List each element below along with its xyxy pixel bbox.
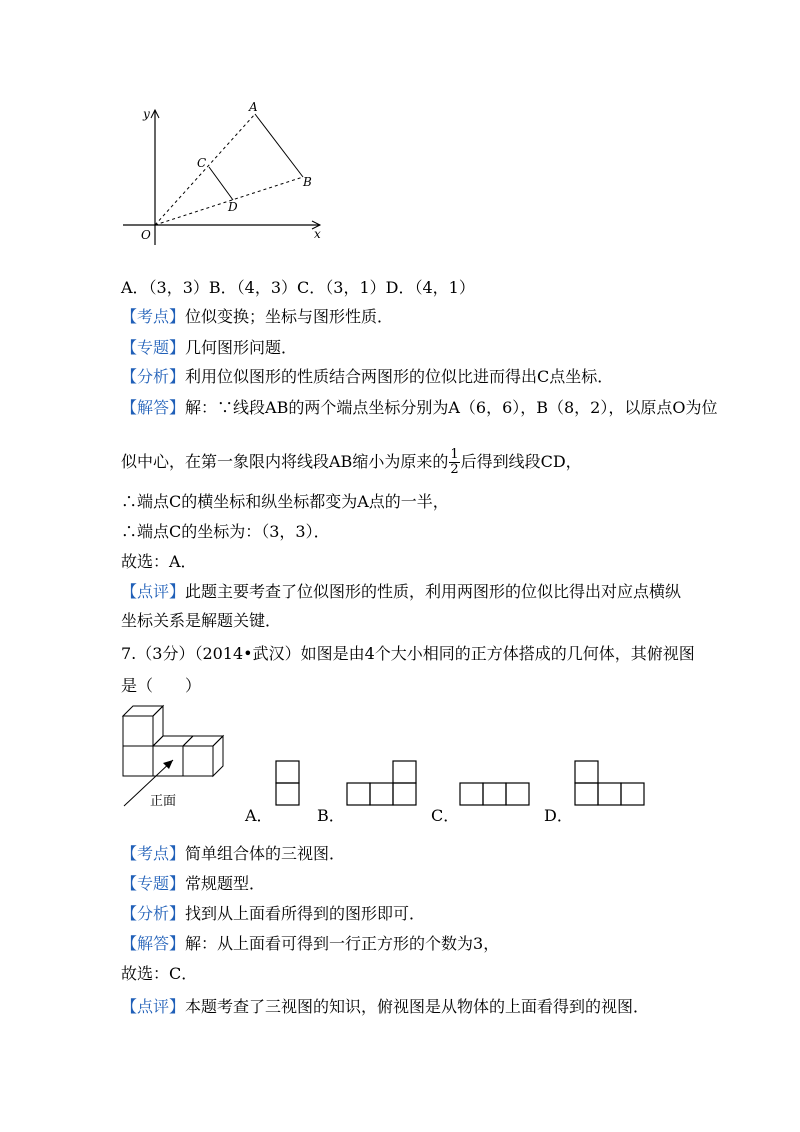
option-b-square-2 bbox=[370, 783, 393, 805]
q6-jieda-line1 bbox=[121, 397, 717, 419]
dianping-text: 本题考查了三视图的知识，俯视图是从物体的上面看得到的视图． bbox=[185, 997, 650, 1016]
option-c-square-3 bbox=[506, 783, 529, 805]
option-d-square-3 bbox=[621, 783, 644, 805]
option-b-figure bbox=[346, 760, 420, 808]
top-cube-front bbox=[123, 716, 153, 746]
q7-zhuanti bbox=[121, 873, 265, 895]
kaodian-text: 简单组合体的三视图． bbox=[185, 844, 346, 863]
bottom-cube-2-front bbox=[153, 746, 183, 776]
kaodian-tag: 【考点】 bbox=[121, 844, 186, 863]
fenxi-tag: 【分析】 bbox=[121, 367, 186, 386]
option-a-figure bbox=[275, 760, 301, 808]
fraction-numerator: 1 bbox=[450, 447, 459, 462]
jieda-tag: 【解答】 bbox=[121, 398, 186, 417]
option-b-label: B． bbox=[317, 806, 345, 825]
segment-cd bbox=[209, 167, 233, 200]
option-a-square-bottom bbox=[276, 783, 299, 805]
front-label: 正面 bbox=[150, 794, 177, 809]
segment-ab bbox=[255, 114, 303, 177]
top-cube-top bbox=[123, 706, 163, 716]
fraction-one-half bbox=[449, 448, 459, 477]
q6-options: A．（3，3）B．（4，3）C．（3，1）D．（4，1） bbox=[121, 278, 475, 297]
label-o: O bbox=[141, 228, 151, 242]
bottom-cube-1-front bbox=[123, 746, 153, 776]
q7-stem-line2: 是（ ） bbox=[121, 676, 202, 695]
coordinate-figure bbox=[115, 100, 330, 250]
label-d: D bbox=[228, 200, 238, 214]
option-d-square-1 bbox=[575, 783, 598, 805]
q6-zhuanti bbox=[121, 337, 297, 359]
q7-jieda bbox=[121, 933, 499, 955]
q7-kaodian bbox=[121, 843, 345, 865]
bottom-cube-2-top bbox=[153, 736, 193, 746]
option-a-square-top bbox=[276, 761, 299, 783]
option-c-square-1 bbox=[460, 783, 483, 805]
zhuanti-tag: 【专题】 bbox=[121, 338, 186, 357]
q6-dianping-line2: 坐标关系是解题关键． bbox=[121, 611, 282, 630]
jieda-text-2a: 似中心，在第一象限内将线段AB缩小为原来的 bbox=[121, 452, 449, 471]
q6-choice: 故选：A． bbox=[121, 552, 197, 571]
dianping-text-1: 此题主要考查了位似图形的性质，利用两图形的位似比得出对应点横纵 bbox=[185, 582, 682, 601]
jieda-text-2b: 后得到线段CD， bbox=[460, 452, 582, 471]
q6-jieda-line2 bbox=[121, 444, 582, 480]
q7-dianping bbox=[121, 996, 649, 1018]
option-b-square-top bbox=[393, 761, 416, 783]
top-cube-side bbox=[153, 706, 163, 746]
option-c-figure bbox=[459, 782, 533, 808]
option-b-square-1 bbox=[347, 783, 370, 805]
label-a: A bbox=[249, 100, 258, 114]
bottom-cube-3-front bbox=[183, 746, 213, 776]
q7-stem-line1: 7.（3分）（2014•武汉）如图是由4个大小相同的正方体搭成的几何体，其俯视图 bbox=[121, 644, 695, 663]
kaodian-tag: 【考点】 bbox=[121, 307, 186, 326]
zhuanti-text: 几何图形问题． bbox=[185, 338, 298, 357]
label-b: B bbox=[303, 175, 312, 189]
option-d-square-2 bbox=[598, 783, 621, 805]
label-x: x bbox=[314, 227, 321, 241]
q6-dianping-line1 bbox=[121, 581, 681, 603]
q7-fenxi bbox=[121, 903, 425, 925]
bottom-cube-3-top bbox=[183, 736, 223, 746]
label-y: y bbox=[143, 107, 150, 121]
jieda-text: 解：从上面看可得到一行正方形的个数为3， bbox=[185, 934, 500, 953]
label-c: C bbox=[197, 156, 207, 170]
jieda-tag: 【解答】 bbox=[121, 934, 186, 953]
option-c-label: C． bbox=[431, 806, 460, 825]
option-c-square-2 bbox=[483, 783, 506, 805]
q7-choice: 故选：C． bbox=[121, 964, 198, 983]
option-d-label: D． bbox=[544, 806, 573, 825]
fenxi-text: 找到从上面看所得到的图形即可． bbox=[185, 904, 426, 923]
dianping-tag: 【点评】 bbox=[121, 582, 186, 601]
option-a-label: A． bbox=[245, 806, 273, 825]
fraction-denominator: 2 bbox=[450, 462, 459, 477]
fenxi-tag: 【分析】 bbox=[121, 904, 186, 923]
dianping-tag: 【点评】 bbox=[121, 997, 186, 1016]
q6-fenxi bbox=[121, 366, 613, 388]
q6-jieda-line4: ∴端点C的坐标为：（3，3）． bbox=[121, 522, 330, 541]
zhuanti-text: 常规题型． bbox=[185, 874, 266, 893]
option-d-figure bbox=[574, 760, 648, 808]
option-d-square-top bbox=[575, 761, 598, 783]
fenxi-text: 利用位似图形的性质结合两图形的位似比进而得出C点坐标． bbox=[185, 367, 614, 386]
bottom-cube-3-side bbox=[213, 736, 223, 776]
q6-jieda-line3: ∴端点C的横坐标和纵坐标都变为A点的一半， bbox=[121, 492, 449, 511]
kaodian-text: 位似变换；坐标与图形性质． bbox=[185, 307, 394, 326]
q6-kaodian bbox=[121, 306, 393, 328]
zhuanti-tag: 【专题】 bbox=[121, 874, 186, 893]
option-b-square-3 bbox=[393, 783, 416, 805]
jieda-text-1: 解：∵线段AB的两个端点坐标分别为A（6，6），B（8，2），以原点O为位 bbox=[185, 398, 718, 417]
